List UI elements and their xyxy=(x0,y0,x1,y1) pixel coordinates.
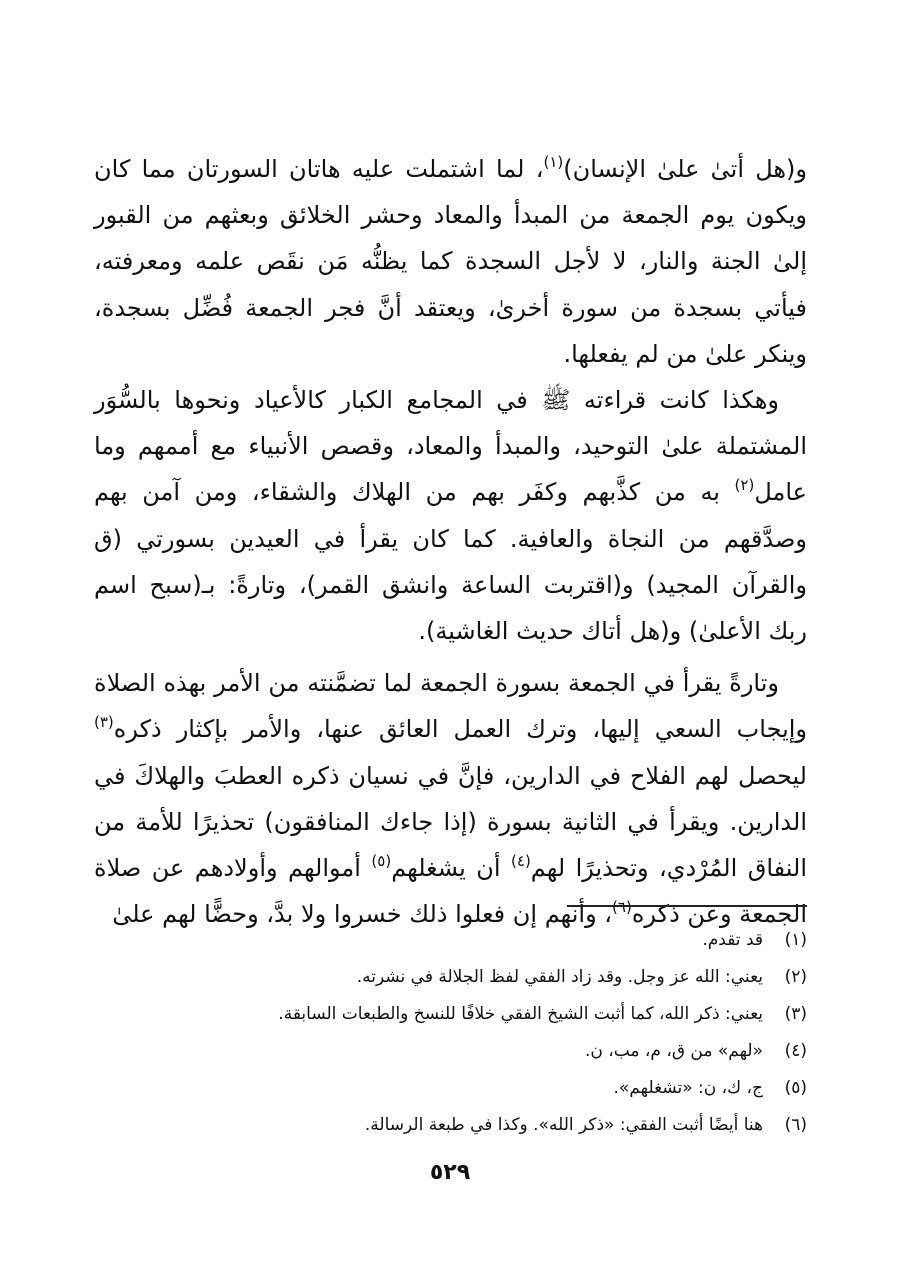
footnote-1 xyxy=(94,922,807,959)
footnote-6 xyxy=(94,1107,807,1144)
footnote-ref-4[interactable]: (٤) xyxy=(511,852,531,871)
footnote-divider xyxy=(567,905,807,907)
paragraph-3 xyxy=(94,660,807,937)
footnote-number: (٦) xyxy=(784,1115,807,1135)
footnote-5 xyxy=(94,1070,807,1107)
footnote-ref-3[interactable]: (٣) xyxy=(94,713,114,732)
footnote-text: يعني: الله عز وجل. وقد زاد الفقي لفظ الجلالة في نشرته. xyxy=(356,967,763,987)
footnote-text: هنا أيضًا أثبت الفقي: «ذكر الله». وكذا في طبعة الرسالة. xyxy=(364,1115,763,1135)
paragraph-2 xyxy=(94,377,807,654)
footnote-number: (٤) xyxy=(784,1041,807,1061)
footnote-text: «لهم» من ق، م، مب، ن. xyxy=(584,1041,763,1061)
paragraph-3-part-a: وتارةً يقرأ في الجمعة بسورة الجمعة لما تضمَّنته من الأمر بهذه الصلاة وإيجاب السعي إليها، وترك العمل العائق عنها، والأمر بإكثار ذكره xyxy=(94,669,807,744)
footnote-ref-2[interactable]: (٢) xyxy=(734,476,755,495)
paragraph-2-part-b: به من كذَّبهم وكفَر بهم من الهلاك والشقاء، ومن آمن بهم وصدَّقهم من النجاة والعافية. كما كان يقرأ في العيدين بسورتي (ق والقرآن المجيد) و(اقتربت الساعة وانشق القمر)، وتارةً: بـ(سبح اسم ربك الأعلىٰ) و(هل أتاك حديث الغاشية). xyxy=(94,478,807,646)
paragraph-3-part-d: أموالهم وأولادهم عن صلاة الجمعة وعن ذكره xyxy=(94,854,807,929)
paragraph-1-part-b: ، لما اشتملت عليه هاتان السورتان مما كان ويكون يوم الجمعة من المبدأ والمعاد وحشر الخلائق وبعثهم من القبور إلىٰ الجنة والنار، لا لأجل السجدة كما يظنُّه مَن نقَص علمه ومعرفته، فيأتي بسجدة من سورة أخرىٰ، ويعتقد أنَّ فجر الجمعة فُضِّل بسجدة، وينكر علىٰ من لم يفعلها. xyxy=(94,155,807,368)
paragraph-1 xyxy=(94,146,807,377)
paragraph-3-part-c: أن يشغلهم xyxy=(391,854,512,883)
footnote-number: (٢) xyxy=(784,967,807,987)
footnote-text: قد تقدم. xyxy=(702,930,763,950)
paragraph-1-part-a: و(هل أتىٰ علىٰ الإنسان) xyxy=(563,155,807,183)
footnote-3 xyxy=(94,996,807,1033)
main-text xyxy=(94,146,807,937)
page-number: ٥٢٩ xyxy=(429,1160,471,1185)
footnote-number: (٣) xyxy=(784,1004,807,1024)
paragraph-2-part-a: وهكذا كانت قراءته ﷺ في المجامع الكبار كالأعياد ونحوها بالسُّوَر المشتملة علىٰ التوحيد، والمبدأ والمعاد، وقصص الأنبياء مع أممهم وما عامل xyxy=(94,386,807,507)
footnote-ref-6[interactable]: (٦) xyxy=(612,898,632,917)
footnote-4 xyxy=(94,1033,807,1070)
footnote-ref-1[interactable]: (١) xyxy=(543,153,564,171)
footnote-text: ج، ك، ن: «تشغلهم». xyxy=(613,1078,763,1098)
footnotes-list xyxy=(94,922,807,1144)
paragraph-3-part-e: ، وأنهم إن فعلوا ذلك خسروا ولا بدَّ، وحضًّا لهم علىٰ xyxy=(112,900,613,929)
footnote-2 xyxy=(94,959,807,996)
footnote-text: يعني: ذكر الله، كما أثبت الشيخ الفقي خلافًا للنسخ والطبعات السابقة. xyxy=(278,1004,763,1024)
footnote-ref-5[interactable]: (٥) xyxy=(371,852,392,871)
paragraph-3-part-b: ليحصل لهم الفلاح في الدارين، فإنَّ في نسيان ذكره العطبَ والهلاكَ في الدارين. ويقرأ في الثانية بسورة (إذا جاءك المنافقون) تحذيرًا للأمة من النفاق المُرْدي، وتحذيرًا لهم xyxy=(94,761,808,883)
footnote-number: (١) xyxy=(784,930,807,950)
footnote-number: (٥) xyxy=(784,1078,807,1098)
